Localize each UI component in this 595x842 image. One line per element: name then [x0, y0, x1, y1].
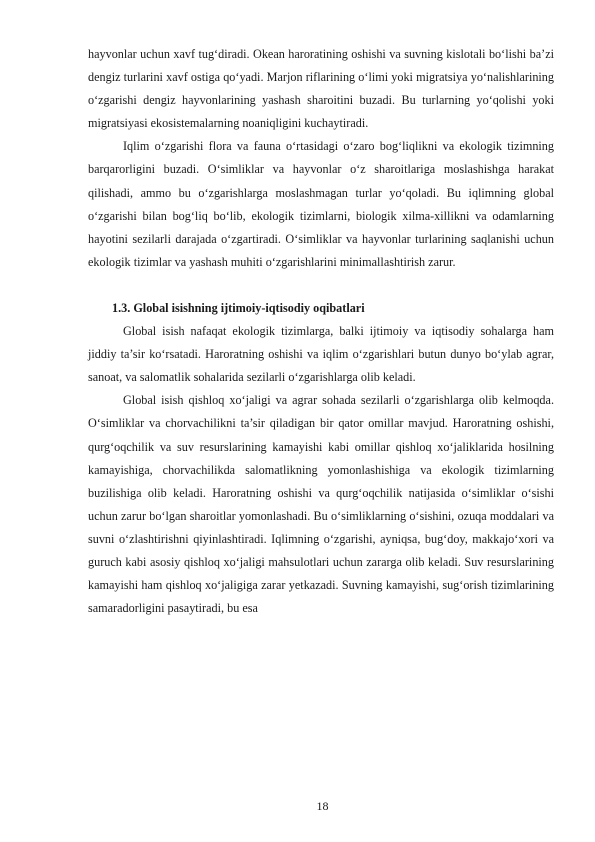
paragraph-climate-ecosystem: Iqlim o‘zgarishi flora va fauna o‘rtasidagi o‘zaro bog‘liqlikni va ekologik tizimning barqarorligini buzadi. O‘simliklar va hayvonlar o‘z sharoitlariga moslashishga harakat qilishadi, ammo bu o‘zgarishlarga moslashmagan turlar yo‘qoladi. Bu iqlimning global o‘zgarishi bilan bog‘liq bo‘lib, ekologik tizimlarni, biologik xilma-xillikni va odamlarning hayotini sezilarli darajada o‘zgartiradi. O‘simliklar va hayvonlar turlarining saqlanishi uchun ekologik tizimlar va yashash muhiti o‘zgarishlarini minimallashtirish zarur. — [88, 139, 554, 269]
section-heading: 1.3. Global isishning ijtimoiy-iqtisodiy oqibatlari — [112, 300, 365, 315]
paragraph-agriculture-impact: Global isish qishloq xo‘jaligi va agrar sohada sezilarli o‘zgarishlarga olib kelmoqda. O‘simliklar va chorvachilikni ta’sir qiladigan bir qator omillar mavjud. Haroratning oshishi, qurg‘oqchilik va suv resurslarining kamayishi kabi omillar qishloq xo‘jaliklarida hosilning kamayishiga, chorvachilikda salomatlikning yomonlashishiga va ekologik tizimlarning buzilishiga olib keladi. Haroratning oshishi va qurg‘oqchilik natijasida o‘simliklar o‘sishi uchun zarur bo‘lgan sharoitlar yomonlashadi. Bu o‘simliklarning o‘sishini, ozuqa moddalari va suvni o‘zlashtirishni qiyinlashtiradi. Iqlimning o‘zgarishi, ayniqsa, bug‘doy, makkajo‘xori va guruch kabi asosiy qishloq xo‘jaligi mahsulotlari uchun zararga olib keladi. Suv resurslarining kamayishi ham qishloq xo‘jaligiga zarar yetkazadi. Suvning kamayishi, sug‘orish tizimlarining samaradorligini pasaytiradi, bu esa — [88, 393, 554, 616]
page-body — [88, 43, 554, 620]
section-spacer — [88, 274, 554, 297]
page-number: 18 — [316, 799, 329, 813]
paragraph-continuation: hayvonlar uchun xavf tug‘diradi. Okean haroratining oshishi va suvning kislotali bo‘lishi ba’zi dengiz turlarini xavf ostiga qo‘yadi. Marjon riflarining o‘limi yoki migratsiya yo‘nalishlarining o‘zgarishi dengiz hayvonlarining yashash sharoitini buzadi. Bu turlarning yo‘qolishi yoki migratsiyasi ekosistemalarning noaniqligini kuchaytiradi. — [88, 47, 554, 131]
paragraph-global-warming-impact: Global isish nafaqat ekologik tizimlarga, balki ijtimoiy va iqtisodiy sohalarga ham jiddiy ta’sir ko‘rsatadi. Haroratning oshishi va iqlim o‘zgarishlari butun dunyo bo‘ylab agrar, sanoat, va salomatlik sohalarida sezilarli o‘zgarishlarga olib keladi. — [88, 324, 554, 385]
